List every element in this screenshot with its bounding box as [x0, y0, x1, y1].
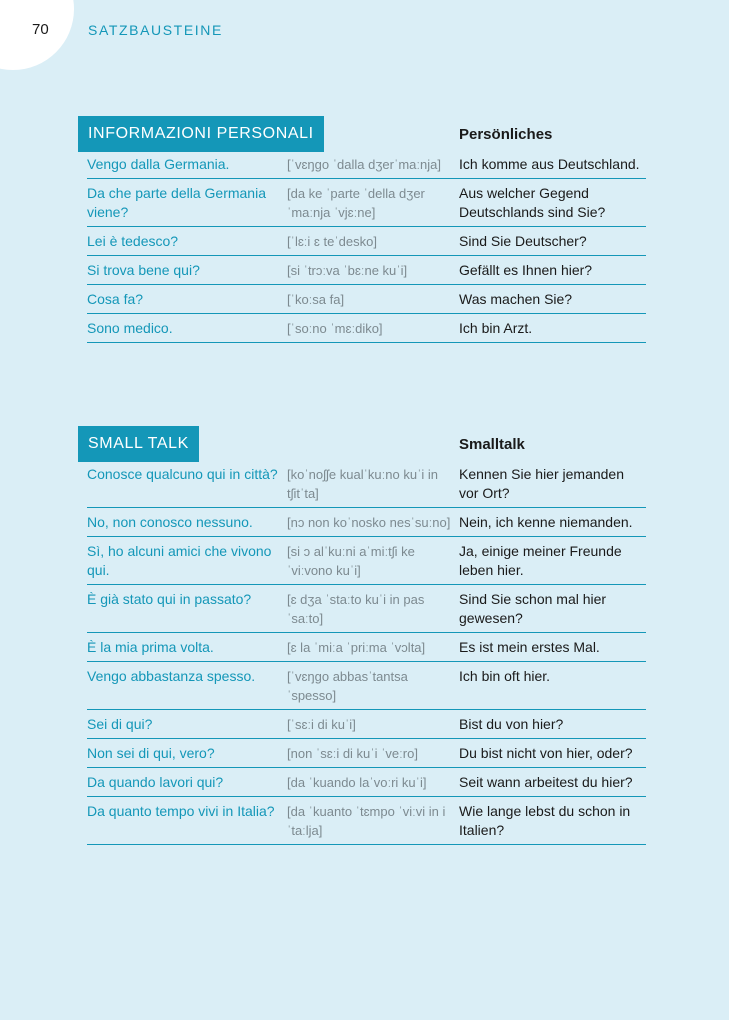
- german-translation: Ich bin oft hier.: [459, 668, 551, 684]
- german-translation: Ich bin Arzt.: [459, 320, 533, 336]
- german-translation: Sind Sie Deutscher?: [459, 233, 587, 249]
- pronunciation: [ˈlɛːi ɛ teˈdesko]: [287, 234, 377, 249]
- italian-phrase: Si trova bene qui?: [87, 262, 200, 278]
- phrase-row: [87, 179, 646, 227]
- german-translation: Gefällt es Ihnen hier?: [459, 262, 593, 278]
- phrase-row: [87, 768, 646, 797]
- pronunciation: [ˈvɛŋgo abbasˈtantsa ˈspesso]: [287, 669, 408, 703]
- phrase-table: [87, 460, 646, 845]
- pronunciation: [koˈnoʃʃe kualˈkuːno kuˈi in tʃitˈta]: [287, 467, 439, 501]
- german-translation: Ja, einige meiner Freunde leben hier.: [459, 543, 622, 578]
- section-personal-info: [87, 116, 646, 343]
- german-translation: Es ist mein erstes Mal.: [459, 639, 600, 655]
- phrase-row: [87, 460, 646, 508]
- pronunciation: [ˈsɛːi di kuˈi]: [287, 717, 356, 732]
- pronunciation: [ˈsoːno ˈmɛːdiko]: [287, 321, 383, 336]
- german-translation: Du bist nicht von hier, oder?: [459, 745, 633, 761]
- phrase-table: [87, 150, 646, 343]
- pronunciation: [da ˈkuanto ˈtɛmpo ˈviːvi in iˈtaːlja]: [287, 804, 446, 838]
- phrase-row: [87, 256, 646, 285]
- italian-phrase: Sei di qui?: [87, 716, 153, 732]
- italian-phrase: Vengo abbastanza spesso.: [87, 668, 256, 684]
- section-title-german: Persönliches: [459, 126, 553, 143]
- italian-phrase: Sono medico.: [87, 320, 173, 336]
- italian-phrase: No, non conosco nessuno.: [87, 514, 253, 530]
- phrase-row: [87, 314, 646, 343]
- italian-phrase: Da che parte della Germania viene?: [87, 185, 266, 220]
- page-number: 70: [32, 21, 49, 38]
- pronunciation: [si ˈtrɔːva ˈbɛːne kuˈi]: [287, 263, 408, 278]
- phrase-row: [87, 227, 646, 256]
- phrase-row: [87, 585, 646, 633]
- pronunciation: [ɛ la ˈmiːa ˈpriːma ˈvɔlta]: [287, 640, 426, 655]
- german-translation: Sind Sie schon mal hier gewesen?: [459, 591, 607, 626]
- pronunciation: [nɔ non koˈnosko nesˈsuːno]: [287, 515, 451, 530]
- section-title-italian: SMALL TALK: [78, 426, 199, 462]
- phrase-row: [87, 710, 646, 739]
- phrase-row: [87, 285, 646, 314]
- section-title-italian: INFORMAZIONI PERSONALI: [78, 116, 324, 152]
- italian-phrase: Lei è tedesco?: [87, 233, 179, 249]
- phrase-row: [87, 150, 646, 179]
- phrase-row: [87, 739, 646, 768]
- german-translation: Was machen Sie?: [459, 291, 573, 307]
- italian-phrase: Da quando lavori qui?: [87, 774, 224, 790]
- pronunciation: [si ɔ alˈkuːni aˈmiːtʃi ke ˈviːvono kuˈi]: [287, 544, 415, 578]
- phrase-row: [87, 508, 646, 537]
- german-translation: Ich komme aus Deutschland.: [459, 156, 640, 172]
- german-translation: Nein, ich kenne niemanden.: [459, 514, 633, 530]
- phrase-row: [87, 797, 646, 845]
- german-translation: Bist du von hier?: [459, 716, 564, 732]
- section-small-talk: [87, 426, 646, 845]
- german-translation: Kennen Sie hier jemanden vor Ort?: [459, 466, 625, 501]
- phrase-row: [87, 537, 646, 585]
- italian-phrase: Non sei di qui, vero?: [87, 745, 215, 761]
- section-header: [87, 116, 646, 150]
- running-head: SATZBAUSTEINE: [88, 22, 223, 38]
- pronunciation: [ˈvɛŋgo ˈdalla dʒerˈmaːnja]: [287, 157, 441, 172]
- italian-phrase: È già stato qui in passato?: [87, 591, 252, 607]
- italian-phrase: Da quanto tempo vivi in Italia?: [87, 803, 275, 819]
- pronunciation: [da ke ˈparte ˈdella dʒerˈmaːnja ˈvjɛːne]: [287, 186, 425, 220]
- italian-phrase: È la mia prima volta.: [87, 639, 214, 655]
- section-title-german: Smalltalk: [459, 436, 525, 453]
- pronunciation: [non ˈsɛːi di kuˈi ˈveːro]: [287, 746, 418, 761]
- pronunciation: [ɛ dʒa ˈstaːto kuˈi in pasˈsaːto]: [287, 592, 425, 626]
- german-translation: Aus welcher Gegend Deutschlands sind Sie?: [459, 185, 606, 220]
- pronunciation: [da ˈkuando laˈvoːri kuˈi]: [287, 775, 427, 790]
- german-translation: Seit wann arbeitest du hier?: [459, 774, 633, 790]
- section-header: [87, 426, 646, 460]
- italian-phrase: Conosce qualcuno qui in città?: [87, 466, 278, 482]
- phrase-row: [87, 662, 646, 710]
- pronunciation: [ˈkoːsa fa]: [287, 292, 345, 307]
- italian-phrase: Cosa fa?: [87, 291, 144, 307]
- italian-phrase: Sì, ho alcuni amici che vivono qui.: [87, 543, 272, 578]
- german-translation: Wie lange lebst du schon in Italien?: [459, 803, 631, 838]
- phrase-row: [87, 633, 646, 662]
- italian-phrase: Vengo dalla Germania.: [87, 156, 230, 172]
